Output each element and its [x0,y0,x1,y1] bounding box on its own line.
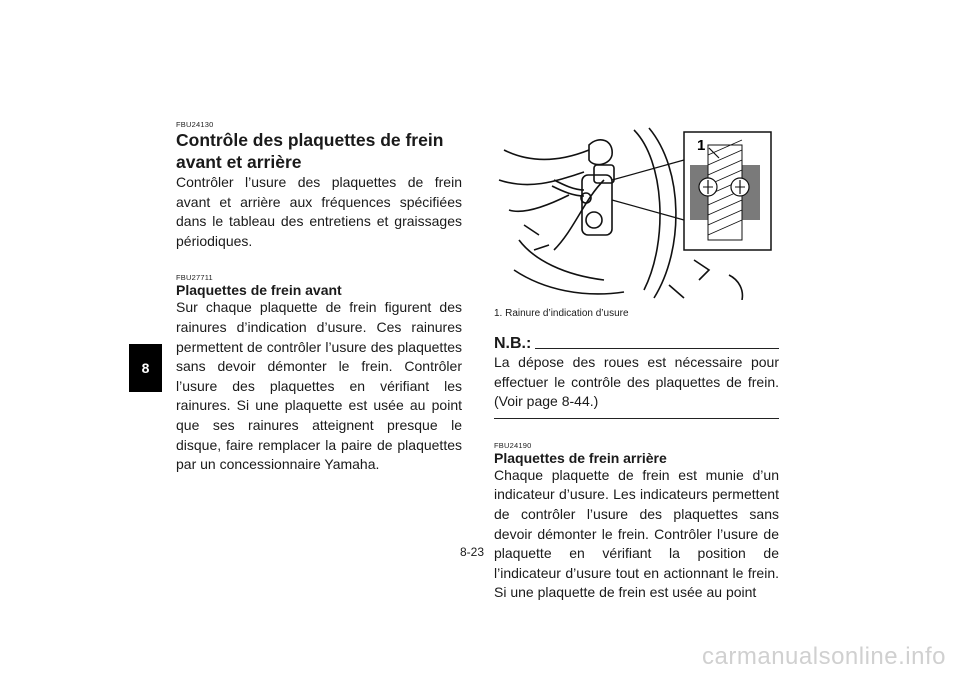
note-box [494,335,779,419]
figure-callout-number: 1 [697,137,706,154]
figure-caption: 1. Rainure d’indication d’usure [494,308,629,319]
brake-caliper-illustration [494,120,779,300]
watermark: carmanualsonline.info [702,643,946,670]
note-title: N.B.: [494,335,532,352]
ref-code: FBU24130 [176,120,214,129]
subsection-title: Plaquettes de frein avant [176,282,342,299]
note-rule [535,348,779,349]
ref-code: FBU27711 [176,273,213,283]
left-column [176,120,462,475]
note-text: La dépose des roues est nécessaire pour effectuer le contrôle des plaquettes de frein. (Voir page 8-44.) [494,354,779,410]
brake-pad-figure [494,120,779,300]
intro-paragraph: Contrôler l’usure des plaquettes de frein avant et arrière aux fréquences spécifiées dans le tableau des entretiens et graissages périodiques. [176,174,462,249]
chapter-tab: 8 [129,344,162,392]
note-bottom-rule [494,418,779,419]
front-pads-paragraph: Sur chaque plaquette de frein figurent des rainures d’indication d’usure. Ces rainures permettent de contrôler l’usure des plaquettes sans devoir démonter le frein. Contrôler l’usure des plaquettes en vérifiant les rainures. Si une plaquette est usée au point que ses rainures atteignent presque le disque, faire remplacer la paire de plaquettes par un concessionnaire Yamaha. [176,299,462,473]
section-title: Contrôle des plaquettes de frein avant et arrière [176,130,444,172]
ref-code: FBU24190 [494,440,532,450]
page-number: 8-23 [460,545,485,559]
rear-pads-paragraph: Chaque plaquette de frein est munie d’un indicateur d’usure. Les indicateurs permettent de contrôler l’usure des plaquettes sans devoir démonter le frein. Contrôler l’usure de plaquette en vérifiant la position de l’indicateur d’usure tout en actionnant le frein. Si une plaquette de frein est usée au point [494,466,779,601]
right-column [494,120,779,603]
subsection-title: Plaquettes de frein arrière [494,449,667,466]
